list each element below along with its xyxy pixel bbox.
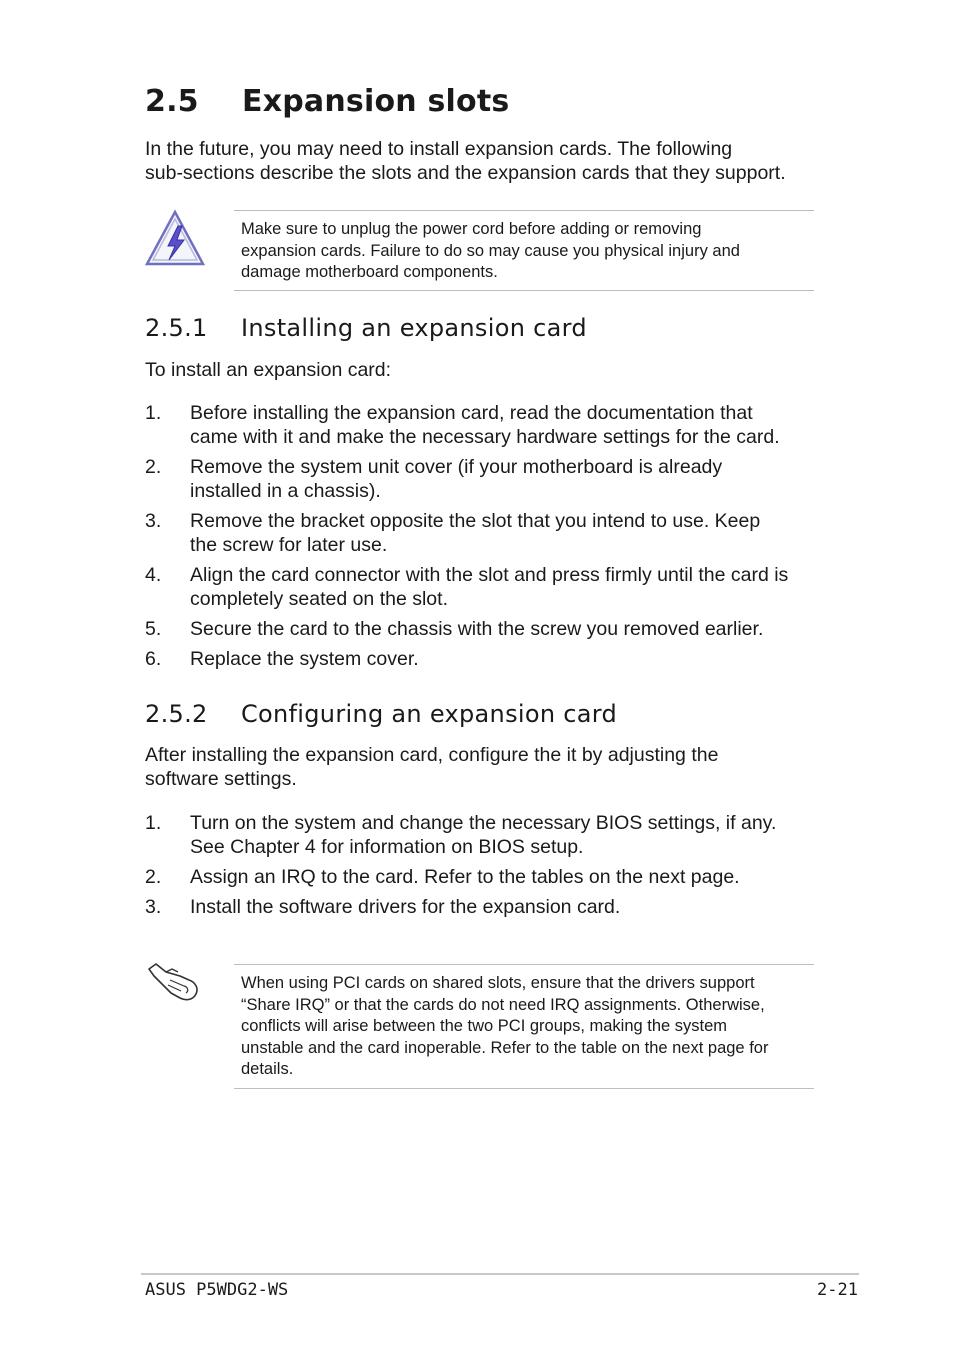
list-item	[145, 895, 835, 919]
footer-page-number: 2-21	[817, 1280, 858, 1300]
list-item	[145, 509, 835, 557]
warning-box	[234, 210, 814, 291]
step-text: Remove the bracket opposite the slot that you intend to use. Keep	[190, 510, 761, 532]
warning-line: damage motherboard components.	[241, 263, 498, 281]
subsection-title: Installing an expansion card	[241, 314, 587, 342]
list-item	[145, 865, 835, 889]
step-text: completely seated on the slot.	[190, 588, 448, 610]
step-text: Before installing the expansion card, read the documentation that	[190, 402, 753, 424]
step-text: Turn on the system and change the necessary BIOS settings, if any.	[190, 812, 777, 834]
note-line: details.	[241, 1060, 294, 1078]
pointing-hand-icon	[146, 960, 202, 1004]
note-box	[234, 964, 814, 1089]
configure-lead	[145, 743, 825, 791]
step-text: Secure the card to the chassis with the screw you removed earlier.	[190, 618, 764, 640]
install-lead-text: To install an expansion card:	[145, 359, 392, 381]
note-line: When using PCI cards on shared slots, ensure that the drivers support	[241, 974, 755, 992]
step-number: 3.	[145, 510, 162, 532]
step-number: 1.	[145, 402, 162, 424]
step-text: See Chapter 4 for information on BIOS setup.	[190, 836, 584, 858]
list-item	[145, 563, 835, 611]
configure-lead-line: After installing the expansion card, configure the it by adjusting the	[145, 744, 719, 766]
warning-triangle-lightning-icon	[144, 208, 206, 268]
step-number: 4.	[145, 564, 162, 586]
subsection-heading-installing	[145, 314, 587, 342]
configure-steps-list	[145, 811, 835, 925]
subsection-title: Configuring an expansion card	[241, 700, 618, 728]
step-number: 6.	[145, 648, 162, 670]
section-heading	[145, 84, 509, 119]
step-number: 2.	[145, 456, 162, 478]
step-text: Replace the system cover.	[190, 648, 419, 670]
intro-paragraph	[145, 137, 825, 185]
step-number: 2.	[145, 866, 162, 888]
list-item	[145, 401, 835, 449]
warning-line: expansion cards. Failure to do so may cause you physical injury and	[241, 241, 740, 260]
step-text: Install the software drivers for the expansion card.	[190, 896, 621, 918]
intro-line: In the future, you may need to install expansion cards. The following	[145, 138, 733, 160]
list-item	[145, 811, 835, 859]
note-line: “Share IRQ” or that the cards do not need IRQ assignments. Otherwise,	[241, 995, 765, 1014]
note-line: conflicts will arise between the two PCI groups, making the system	[241, 1017, 728, 1035]
warning-line: Make sure to unplug the power cord before adding or removing	[241, 220, 702, 238]
step-text: Assign an IRQ to the card. Refer to the tables on the next page.	[190, 866, 740, 888]
install-steps-list	[145, 401, 835, 677]
subsection-heading-configuring	[145, 700, 617, 728]
subsection-number: 2.5.2	[145, 700, 208, 728]
list-item	[145, 455, 835, 503]
section-title: Expansion slots	[242, 84, 510, 119]
configure-lead-line: software settings.	[145, 768, 297, 790]
footer-product-name: ASUS P5WDG2-WS	[145, 1280, 289, 1300]
note-line: unstable and the card inoperable. Refer to the table on the next page for	[241, 1038, 769, 1057]
list-item	[145, 647, 835, 671]
step-text: the screw for later use.	[190, 534, 388, 556]
intro-line: sub-sections describe the slots and the expansion cards that they support.	[145, 162, 786, 184]
footer-divider	[141, 1273, 859, 1275]
install-lead	[145, 358, 825, 382]
step-text: installed in a chassis).	[190, 480, 381, 502]
list-item	[145, 617, 835, 641]
section-number: 2.5	[145, 84, 199, 119]
step-number: 1.	[145, 812, 162, 834]
step-number: 3.	[145, 896, 162, 918]
subsection-number: 2.5.1	[145, 314, 208, 342]
step-number: 5.	[145, 618, 162, 640]
step-text: Align the card connector with the slot and press firmly until the card is	[190, 564, 789, 586]
step-text: came with it and make the necessary hardware settings for the card.	[190, 426, 780, 448]
step-text: Remove the system unit cover (if your motherboard is already	[190, 456, 723, 478]
